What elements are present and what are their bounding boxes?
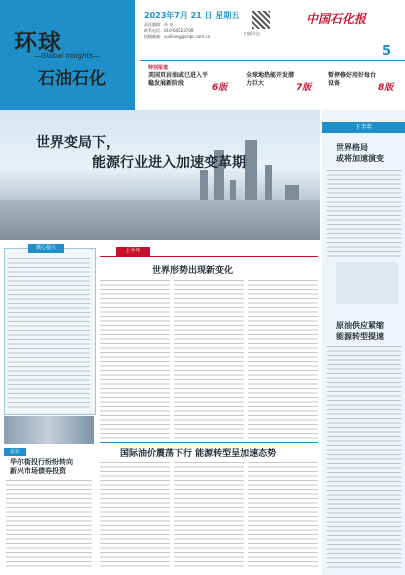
forum-tag: 论坛 xyxy=(4,448,26,456)
toc-item-title[interactable]: 暂停修好用好每台设备 xyxy=(328,72,377,87)
qr-label: 扫描关注 xyxy=(244,31,260,36)
article-col-1 xyxy=(100,280,170,440)
right-article-text xyxy=(327,170,401,258)
forum-text xyxy=(6,480,92,570)
article-col-6 xyxy=(248,462,318,570)
right-headline-2: 原油供应紧缩 能源转型提速 xyxy=(336,321,384,341)
right-headline: 世界格局 或将加速演变 xyxy=(336,143,384,163)
issue-date: 2023年7月 21 日 星期五 xyxy=(144,11,240,20)
toc-item-page: 8版 xyxy=(378,83,394,93)
main-section-tag: 上半年 xyxy=(116,247,150,256)
hero-image xyxy=(0,110,320,240)
article-col-5 xyxy=(174,462,244,570)
core-summary-tag: 核心提示 xyxy=(28,244,64,253)
toc-item-page: 6版 xyxy=(212,83,228,93)
article-col-4 xyxy=(100,462,170,570)
brand-title: 环球 xyxy=(14,30,62,56)
main-rule xyxy=(100,256,318,257)
side-photo xyxy=(4,416,94,444)
toc-item-title[interactable]: 美国页岩油或已进入平稳发展新阶段 xyxy=(148,72,209,87)
toc-item-page: 7版 xyxy=(296,83,312,93)
meta-line: 联系电话：010-64523709 xyxy=(144,28,194,33)
toc-item-title[interactable]: 全球地热能开发潜力巨大 xyxy=(246,72,295,87)
hero-headline-line2: 能源行业进入加速变革期 xyxy=(92,155,246,171)
right-photo xyxy=(336,262,398,304)
meta-line: 投稿邮箱：sunliang@cnpc.com.cn xyxy=(144,34,211,39)
toc-label: 特别报道 xyxy=(148,65,169,71)
header-rule xyxy=(140,60,405,61)
forum-headline: 华尔街投行纷纷转向 新兴市场债券投资 xyxy=(10,458,73,475)
page-number: 5 xyxy=(382,44,392,59)
brand-subtitle-cn: 石油石化 xyxy=(38,69,106,89)
meta-line: 责任编辑：孙 亮 xyxy=(144,22,174,27)
qr-code xyxy=(252,11,270,29)
core-summary-text xyxy=(8,258,90,408)
right-article-text-2 xyxy=(327,346,401,568)
article-col-2 xyxy=(174,280,244,440)
newspaper-logo: 中国石化报 xyxy=(306,12,367,26)
article-col-3 xyxy=(248,280,318,440)
hero-headline-line1: 世界变局下， xyxy=(36,135,120,151)
section-headline-1: 世界形势出现新变化 xyxy=(152,266,234,276)
right-section-tag: 下半年 xyxy=(322,122,405,133)
brand-subtitle: —Global Insights— xyxy=(34,52,100,60)
section-divider xyxy=(100,442,318,443)
section-headline-2: 国际油价震荡下行 能源转型呈加速态势 xyxy=(120,449,277,459)
